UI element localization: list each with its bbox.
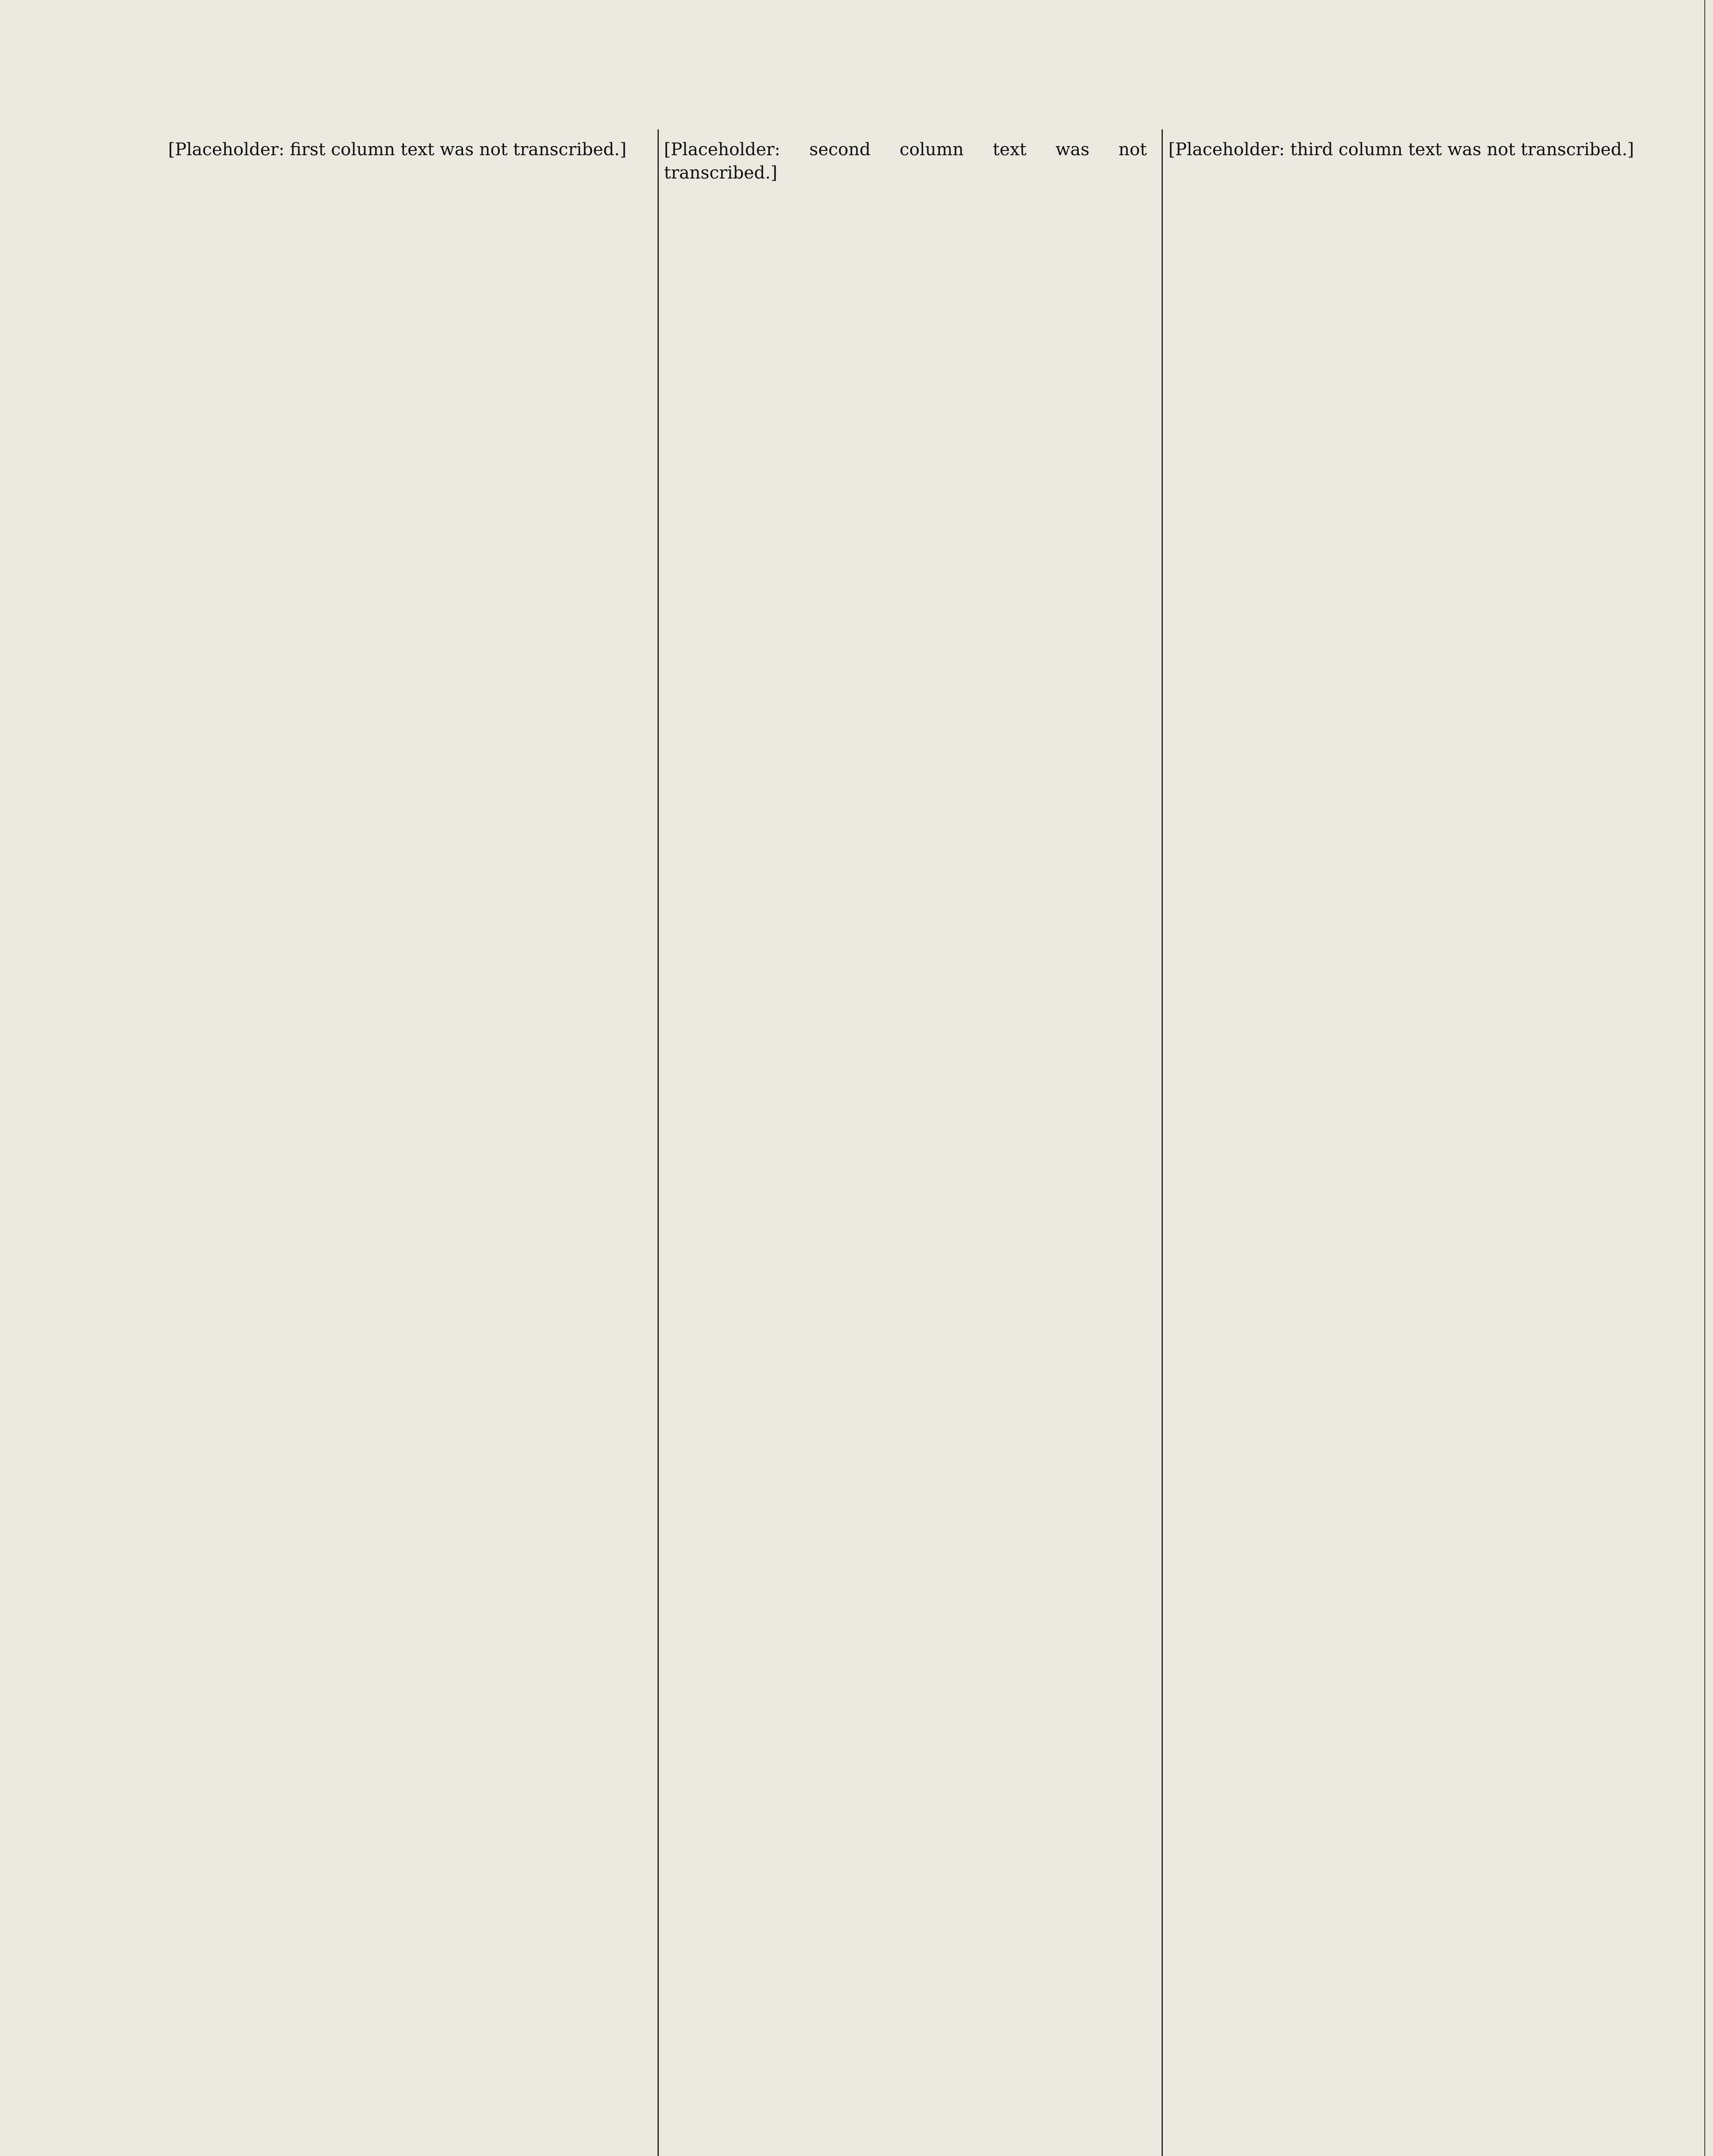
column-divider-1 bbox=[658, 129, 659, 2156]
column-divider-2 bbox=[1162, 129, 1163, 2156]
column-1 bbox=[168, 138, 651, 2156]
column-1-text: [Placeholder: first column text was not transcribed.] bbox=[168, 140, 626, 160]
column-2-text: [Placeholder: second column text was not transcribed.] bbox=[664, 140, 1147, 183]
column-3-text: [Placeholder: third column text was not transcribed.] bbox=[1168, 140, 1634, 160]
column-2 bbox=[664, 138, 1147, 2156]
column-3 bbox=[1168, 138, 1651, 2156]
right-edge-rule bbox=[1704, 0, 1705, 2156]
